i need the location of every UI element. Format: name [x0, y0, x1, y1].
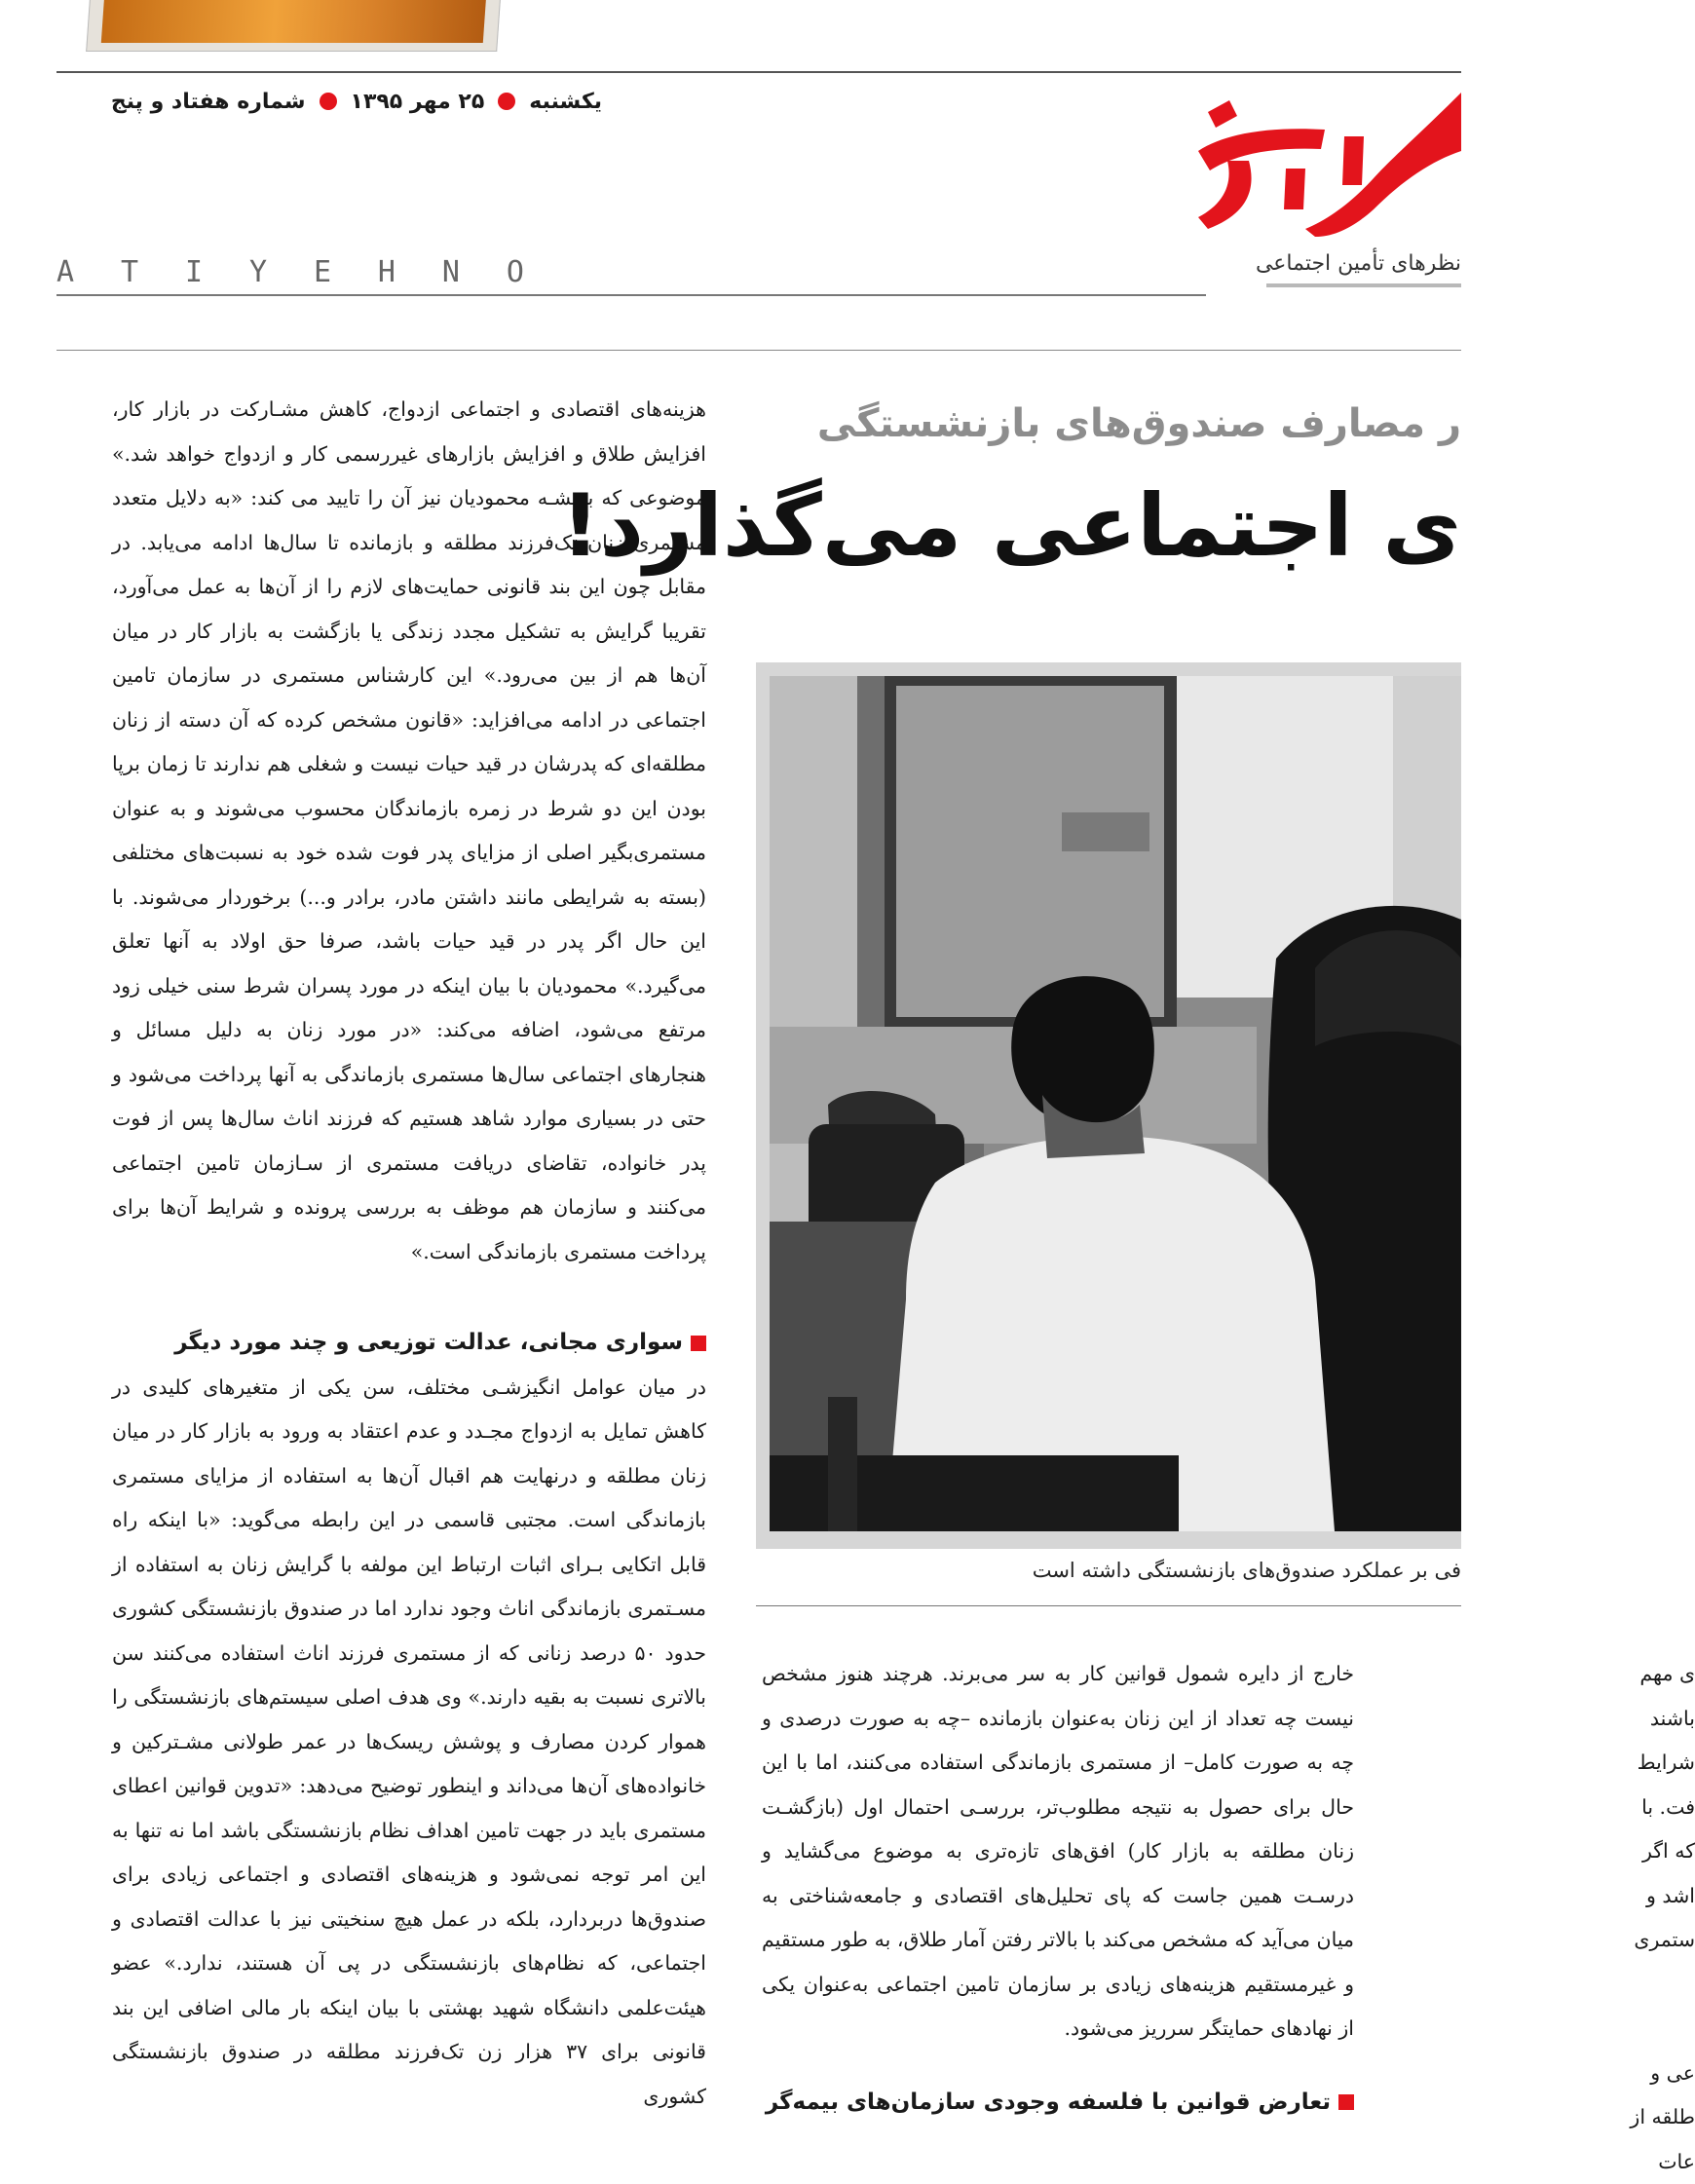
article-column-right-clipped [1403, 1652, 1461, 2133]
red-square-icon [691, 1336, 706, 1351]
text-fragment: فت. با [1403, 1786, 1695, 1830]
article-column-left [112, 388, 706, 2133]
subheading [112, 1321, 706, 1366]
issue-number: شماره هفتاد و پنج [111, 90, 306, 114]
text-fragment: عات [1403, 2140, 1695, 2184]
text-fragment: باشند [1403, 1697, 1695, 1742]
red-dot-icon [498, 93, 515, 110]
brand-spaced-letters [56, 255, 524, 290]
brand-letter: A [56, 255, 74, 290]
red-dot-icon [320, 93, 337, 110]
text-fragment: اشد و [1403, 1874, 1695, 1919]
photo-caption: فی بر عملکرد صندوق‌های بازنشستگی داشته است [760, 1559, 1461, 1598]
brand-letter: I [185, 255, 203, 290]
issue-day: یکشنبه [529, 90, 602, 114]
text-fragment [1403, 1963, 1695, 2008]
body-paragraph: در میان عوامل انگیزشـی مختلف، سن یکی از متغیرهای کلیدی در کاهش تمایل به ازدواج مجـدد و عدم اعتقاد به ورود به بازار کار در میان زنان مطلقه و درنهایت هم اقبال آن‌ها به استفاده از مزایای مستمری بازماندگی است. مجتبی قاسمی در این رابطه می‌گوید: «با اینکه راه قابل اتکایی بـرای اثبات ارتباط این مولفه با گرایش زنان به استفاده از مسـتمری بازماندگی اناث وجود ندارد اما در صندوق بازنشستگی کشوری حدود ۵۰ درصد زنانی که از مستمری فرزند اناث استفاده می‌کنند سن بالاتری نسبت به بقیه دارند.» وی هدف اصلی سیستم‌های بازنشستگی را هموار کردن مصارف و پوشش ریسک‌ها در عمر طولانی مشـترکین و خانواده‌های آن‌ها می‌داند و اینطور توضیح می‌دهد: «تدوین قوانین اعطای مستمری باید در جهت تامین اهداف نظام بازنشستگی باشد اما نه تنها به این امر توجه نمی‌شود و هزینه‌های اقتصادی و اجتماعی زیادی برای صندوق‌ها دربردارد، بلکه در عمل هیچ سنخیتی نیز با عدالت اقتصادی و اجتماعی، که نظام‌های بازنشستگی در پی آن هستند، ندارد.» عضو هیئت‌علمی دانشگاه شهید بهشتی با بیان اینکه بار مالی اضافی این بند قانونی برای ۳۷ هزار زن تک‌فرزند مطلقه در صندوق بازنشستگی کشوری [112, 1366, 706, 2120]
divider [756, 1605, 1461, 1606]
body-paragraph: هزینه‌های اقتصادی و اجتماعی ازدواج، کاهش مشـارکت در بازار کار، افزایش طلاق و افزایش بازارهای غیررسمی کار و ازدواج خواهد شد.» موضوعی که بنفشـه محمودیان نیز آن را تایید می کند: «به دلایل متعدد مستمری زنان تک‌فرزند مطلقه و بازمانده تا سال‌ها ادامه می‌یابد. در مقابل چون این بند قانونی حمایت‌های لازم را از آن‌ها به عمل می‌آورد، تقریبا گرایش به تشکیل مجدد زندگی یا بازگشت به بازار کار در میان آن‌ها هم از بین می‌رود.» این کارشناس مستمری در سازمان تامین اجتماعی در ادامه می‌افزاید: «قانون مشخص کرده که آن دسته از زنان مطلقه‌ای که پدرشان در قید حیات نیست و شغلی هم ندارند تا زمان برپا بودن این دو شرط در زمره بازماندگان محسوب می‌شوند و به عنوان مستمری‌بگیر اصلی از مزایای پدر فوت شده خود به نسبت‌های مختلفی (بسته به شرایطی مانند داشتن مادر، برادر و...) برخوردار می‌شوند. با این حال اگر پدر در قید حیات باشد، صرفا حق اولاد به آنها تعلق می‌گیرد.» محمودیان با بیان اینکه در مورد پسران شرط سنی خیلی زود مرتفع می‌شود، اضافه می‌کند: «در مورد زنان به دلیل مسائل و هنجارهای اجتماعی سال‌ها مستمری بازماندگی به آنها پرداخت می‌شود و حتی در بسیاری موارد شاهد هستیم که فرزند اناث سال‌ها پس از فوت پدر خانواده، تقاضای دریافت مستمری از سـازمان تامین اجتماعی می‌کنند و سازمان هم موظف به بررسی پرونده و شرایط آن‌ها برای پرداخت مستمری بازماندگی است.» [112, 388, 706, 1274]
subheading-text: سواری مجانی، عدالت توزیعی و چند مورد دیگر [174, 1330, 683, 1355]
subheading-text: تعارض قوانین با فلسفه وجودی سازمان‌های بیمه‌گر [766, 2090, 1331, 2115]
text-fragment: عی و [1403, 2052, 1695, 2096]
subheading [762, 2081, 1354, 2126]
divider [56, 71, 1461, 73]
brand-letter: O [507, 255, 524, 290]
text-fragment: شرایط [1403, 1741, 1695, 1786]
brand-letter: T [121, 255, 138, 290]
article-photo [770, 676, 1461, 1531]
divider [56, 294, 1206, 296]
text-fragment: ی مهم [1403, 1652, 1695, 1697]
article-headline: ی اجتماعی می‌گذارد! [760, 475, 1461, 602]
text-fragment [1403, 2007, 1695, 2052]
divider [56, 350, 1461, 351]
newspaper-logo [1169, 93, 1461, 239]
article-kicker: ر مصارف صندوق‌های بازنشستگی [779, 401, 1461, 460]
brand-letter: N [442, 255, 460, 290]
section-underline [1266, 283, 1461, 287]
brand-letter: H [378, 255, 396, 290]
text-fragment: طلقه از [1403, 2095, 1695, 2140]
section-label: نظرهای تأمین اجتماعی [1208, 251, 1461, 284]
issue-line [56, 82, 602, 121]
body-paragraph: خارج از دایره شمول قوانین کار به سر می‌برند. هرچند هنوز مشخص نیست چه تعداد از این زنان به‌عنوان بازمانده –چه به صورت درصدی و چه به صورت کامل– از مستمری بازماندگی استفاده می‌کنند، اما با این حال برای حصول به نتیجه مطلوب‌تر، بررسـی احتمال اول (بازگشـت زنان مطلقه به بازار کار) افق‌های تازه‌تری به موضوع می‌گشاید و درسـت همین جاست که پای تحلیل‌های اقتصادی و جامعه‌شناختی به میان می‌آید که مشخص می‌کند با بالاتر رفتن آمار طلاق، به طور مستقیم و غیرمستقیم هزینه‌های زیادی بر سازمان تامین اجتماعی به‌عنوان یکی از نهادهای حمایتگر سرریز می‌شود. [762, 1652, 1354, 2052]
text-fragment: که اگر [1403, 1829, 1695, 1874]
text-fragment: ستمری [1403, 1918, 1695, 1963]
masthead-photo-strip [86, 0, 501, 52]
issue-date: ۲۵ مهر ۱۳۹۵ [351, 90, 485, 114]
brand-letter: Y [249, 255, 267, 290]
red-square-icon [1338, 2094, 1354, 2110]
article-column-middle [762, 1652, 1354, 2133]
brand-letter: E [314, 255, 331, 290]
